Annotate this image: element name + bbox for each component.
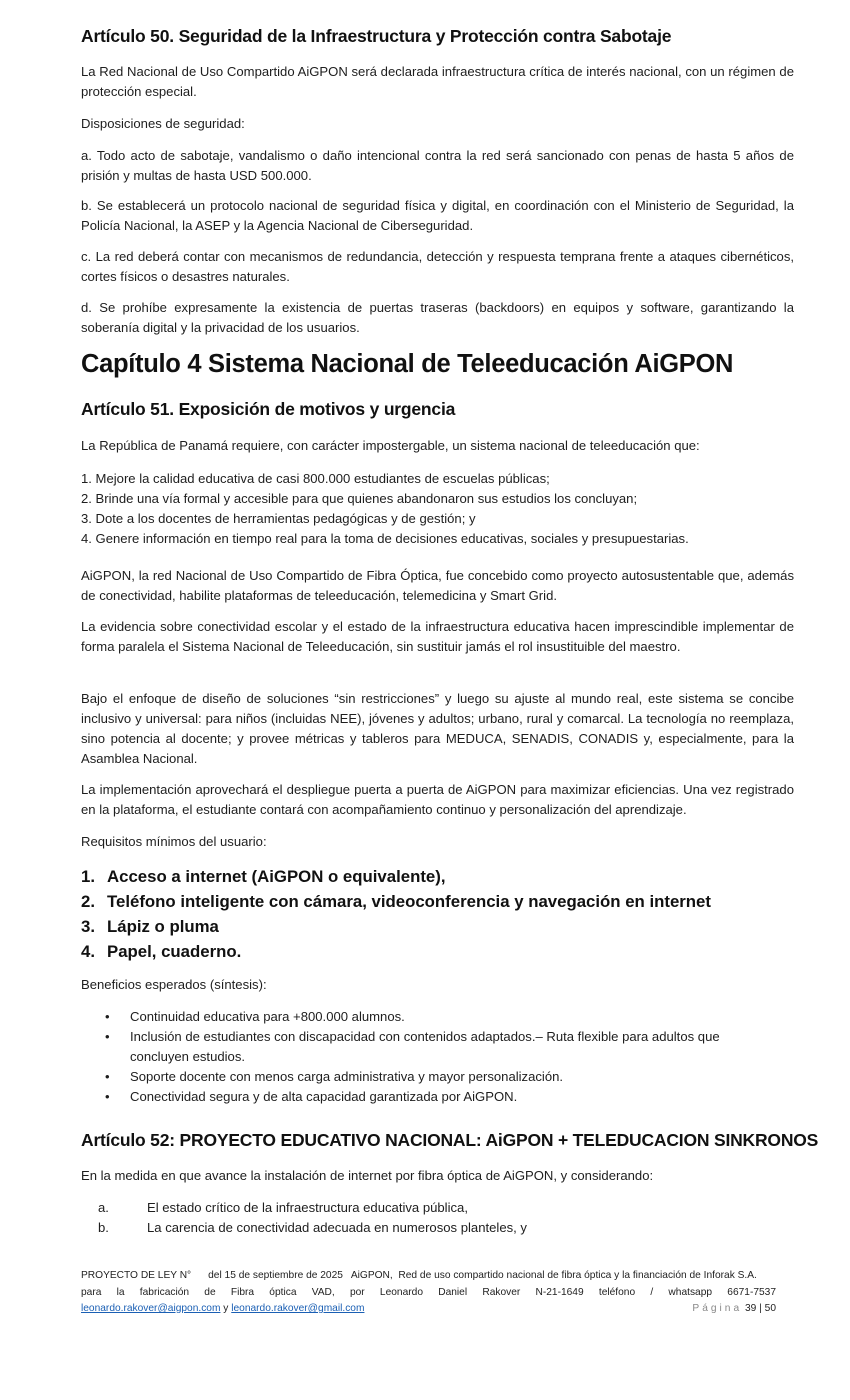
- requirement-item: 2. Teléfono inteligente con cámara, videoconferencia y navegación en internet: [81, 892, 711, 911]
- bullet-icon: •: [105, 1009, 110, 1024]
- requirement-item: 4. Papel, cuaderno.: [81, 942, 242, 961]
- article-52-heading: Artículo 52: PROYECTO EDUCATIVO NACIONAL: AiGPON + TELEDUCACION SINKRONOS: [81, 1130, 819, 1150]
- page-separator: |: [756, 1303, 765, 1314]
- page-current: 39: [745, 1303, 757, 1314]
- page-total: 50: [764, 1303, 776, 1314]
- benefits-label: Beneficios esperados (síntesis):: [81, 977, 267, 992]
- objective-item: 3. Dote a los docentes de herramientas pedagógicas y de gestión; y: [81, 511, 476, 526]
- benefit-item: • Soporte docente con menos carga administrativa y mayor personalización.: [81, 1067, 794, 1087]
- provision-a: a. Todo acto de sabotaje, vandalismo o daño intencional contra la red será sancionado con penas de hasta 5 años de prisión y multas de hasta USD 500.000.: [81, 148, 794, 183]
- provision-b: b. Se establecerá un protocolo nacional de seguridad física y digital, en coordinación con el Ministerio de Seguridad, la Policía Nacional, la ASEP y la Agencia Nacional de Ciberseguridad.: [81, 198, 794, 233]
- objective-item: 2. Brinde una vía formal y accesible para que quienes abandonaron sus estudios los concluyan;: [81, 491, 638, 506]
- provision-c: c. La red deberá contar con mecanismos de redundancia, detección y respuesta temprana frente a ataques cibernéticos, cortes físicos o desastres naturales.: [81, 249, 794, 284]
- paragraph-aigpon-concept: AiGPON, la red Nacional de Uso Compartido de Fibra Óptica, fue concebido como proyecto autosustentable que, además de conectividad, habilite plataformas de teleeducación, telemedicina y Smart Grid.: [81, 568, 794, 603]
- considerations-list: [81, 1198, 794, 1238]
- requirement-item: 3. Lápiz o pluma: [81, 917, 219, 936]
- benefits-list: [81, 1007, 794, 1107]
- benefit-item: • Conectividad segura y de alta capacidad garantizada por AiGPON.: [81, 1087, 794, 1107]
- email-link-aigpon[interactable]: leonardo.rakover@aigpon.com: [81, 1303, 221, 1314]
- article-50-heading: Artículo 50. Seguridad de la Infraestructura y Protección contra Sabotaje: [81, 26, 672, 46]
- objective-item: 1. Mejore la calidad educativa de casi 800.000 estudiantes de escuelas públicas;: [81, 471, 550, 486]
- footer-line-2: para la fabricación de Fibra óptica VAD, por Leonardo Daniel Rakover N-21-1649 teléfono / whatsapp 6671-7537: [81, 1286, 776, 1298]
- bullet-icon: •: [105, 1069, 110, 1084]
- consideration-item: a. El estado crítico de la infraestructura educativa pública,: [98, 1200, 468, 1215]
- objective-item: 4. Genere información en tiempo real para la toma de decisiones educativas, sociales y presupuestarias.: [81, 531, 689, 546]
- provisions-label: Disposiciones de seguridad:: [81, 116, 245, 131]
- page-footer: [81, 1268, 776, 1318]
- article-52-intro: En la medida en que avance la instalación de internet por fibra óptica de AiGPON, y considerando:: [81, 1168, 654, 1183]
- bullet-icon: •: [105, 1089, 110, 1104]
- article-51-heading: Artículo 51. Exposición de motivos y urgencia: [81, 399, 456, 419]
- bullet-icon: •: [105, 1029, 110, 1044]
- requirements-list: [81, 864, 794, 964]
- email-link-gmail[interactable]: leonardo.rakover@gmail.com: [231, 1303, 365, 1314]
- requirements-label: Requisitos mínimos del usuario:: [81, 834, 267, 849]
- benefit-item: • Inclusión de estudiantes con discapacidad con contenidos adaptados.– Ruta flexible para adultos que concluyen estudios.: [81, 1027, 794, 1067]
- article-51-intro: La República de Panamá requiere, con carácter impostergable, un sistema nacional de teleeducación que:: [81, 438, 700, 453]
- paragraph-approach: Bajo el enfoque de diseño de soluciones “sin restricciones” y luego su ajuste al mundo real, este sistema se concibe inclusivo y universal: para niños (incluidas NEE), jóvenes y adultos; urbano, rural y comarcal. La tecnología no reemplaza, sino potencia al docente; y provee métricas y tableros para MEDUCA, SENADIS, CONADIS y, especialmente, para la Asamblea Nacional.: [81, 691, 794, 766]
- chapter-4-heading: Capítulo 4 Sistema Nacional de Teleeducación AiGPON: [81, 350, 734, 378]
- page-label: Página: [692, 1303, 743, 1314]
- page-number: [692, 1301, 776, 1318]
- email-connector: y: [220, 1303, 232, 1314]
- paragraph-implementation: La implementación aprovechará el despliegue puerta a puerta de AiGPON para maximizar eficiencias. Una vez registrado en la plataforma, el estudiante contará con acompañamiento continuo y personalización del aprendizaje.: [81, 782, 794, 817]
- benefit-item: • Continuidad educativa para +800.000 alumnos.: [81, 1007, 794, 1027]
- provision-d: d. Se prohíbe expresamente la existencia de puertas traseras (backdoors) en equipos y software, garantizando la soberanía digital y la privacidad de los usuarios.: [81, 300, 794, 335]
- footer-line-1: PROYECTO DE LEY N° del 15 de septiembre de 2025 AiGPON, Red de uso compartido nacional de fibra óptica y la financiación de Inforak S.A.: [81, 1270, 757, 1281]
- consideration-item: b. La carencia de conectividad adecuada en numerosos planteles, y: [98, 1220, 527, 1235]
- footer-line-3: [81, 1301, 776, 1318]
- requirement-item: 1. Acceso a internet (AiGPON o equivalente),: [81, 867, 446, 886]
- paragraph-evidence: La evidencia sobre conectividad escolar y el estado de la infraestructura educativa hacen imprescindible implementar de forma paralela el Sistema Nacional de Teleeducación, sin sustituir jamás el rol insustituible del maestro.: [81, 619, 794, 654]
- article-50-intro: La Red Nacional de Uso Compartido AiGPON será declarada infraestructura crítica de interés nacional, con un régimen de protección especial.: [81, 64, 794, 99]
- objectives-list: [81, 469, 794, 549]
